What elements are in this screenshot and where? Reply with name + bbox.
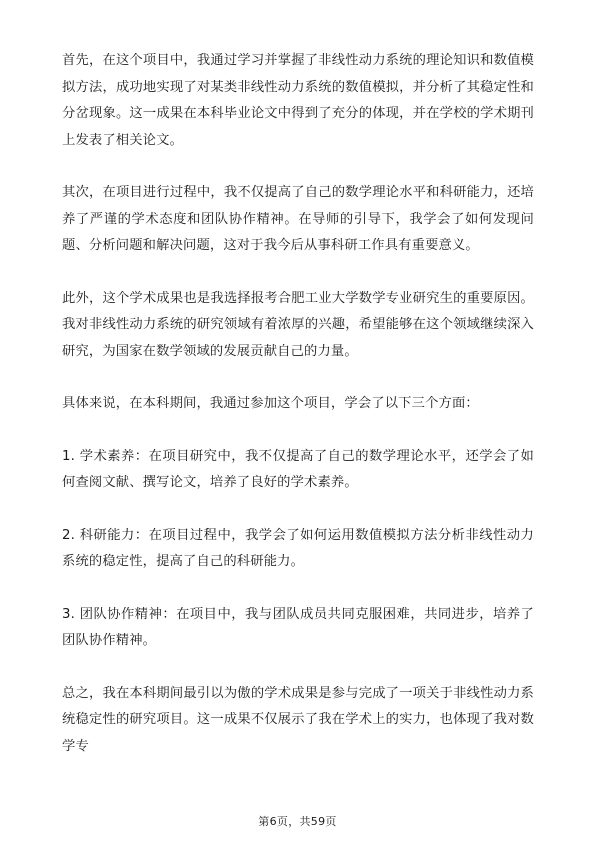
paragraph-additionally: 此外，这个学术成果也是我选择报考合肥工业大学数学专业研究生的重要原因。我对非线性动力系统的研究领域有着浓厚的兴趣，希望能够在这个领域继续深入研究，为国家在数学领域的发展贡献自己的力量。 xyxy=(62,290,534,359)
list-item-teamwork: 3. 团队协作精神：在项目中，我与团队成员共同克服困难，共同进步，培养了团队协作精神。 xyxy=(62,606,534,648)
list-item-research-ability: 2. 科研能力：在项目过程中，我学会了如何运用数值模拟方法分析非线性动力系统的稳定性，提高了自己的科研能力。 xyxy=(62,527,534,569)
paragraph-conclusion: 总之，我在本科期间最引以为傲的学术成果是参与完成了一项关于非线性动力系统稳定性的研究项目。这一成果不仅展示了我在学术上的实力，也体现了我对数学专 xyxy=(62,685,534,754)
paragraph-second: 其次，在项目进行过程中，我不仅提高了自己的数学理论水平和科研能力，还培养了严谨的学术态度和团队协作精神。在导师的引导下，我学会了如何发现问题、分析问题和解决问题，这对于我今后从事科研工作具有重要意义。 xyxy=(62,185,534,253)
paragraph-intro-first: 首先，在这个项目中，我通过学习并掌握了非线性动力系统的理论知识和数值模拟方法，成功地实现了对某类非线性动力系统的数值模拟，并分析了其稳定性和分岔现象。这一成果在本科毕业论文中得到了充分的体现，并在学校的学术期刊上发表了相关论文。 xyxy=(62,53,534,148)
page-number-footer: 第6页，共59页 xyxy=(258,815,337,828)
document-body xyxy=(62,48,534,760)
list-item-academic-literacy: 1. 学术素养：在项目研究中，我不仅提高了自己的数学理论水平，还学会了如何查阅文献、撰写论文，培养了良好的学术素养。 xyxy=(62,448,534,490)
paragraph-specifically: 具体来说，在本科期间，我通过参加这个项目，学会了以下三个方面： xyxy=(62,396,479,411)
